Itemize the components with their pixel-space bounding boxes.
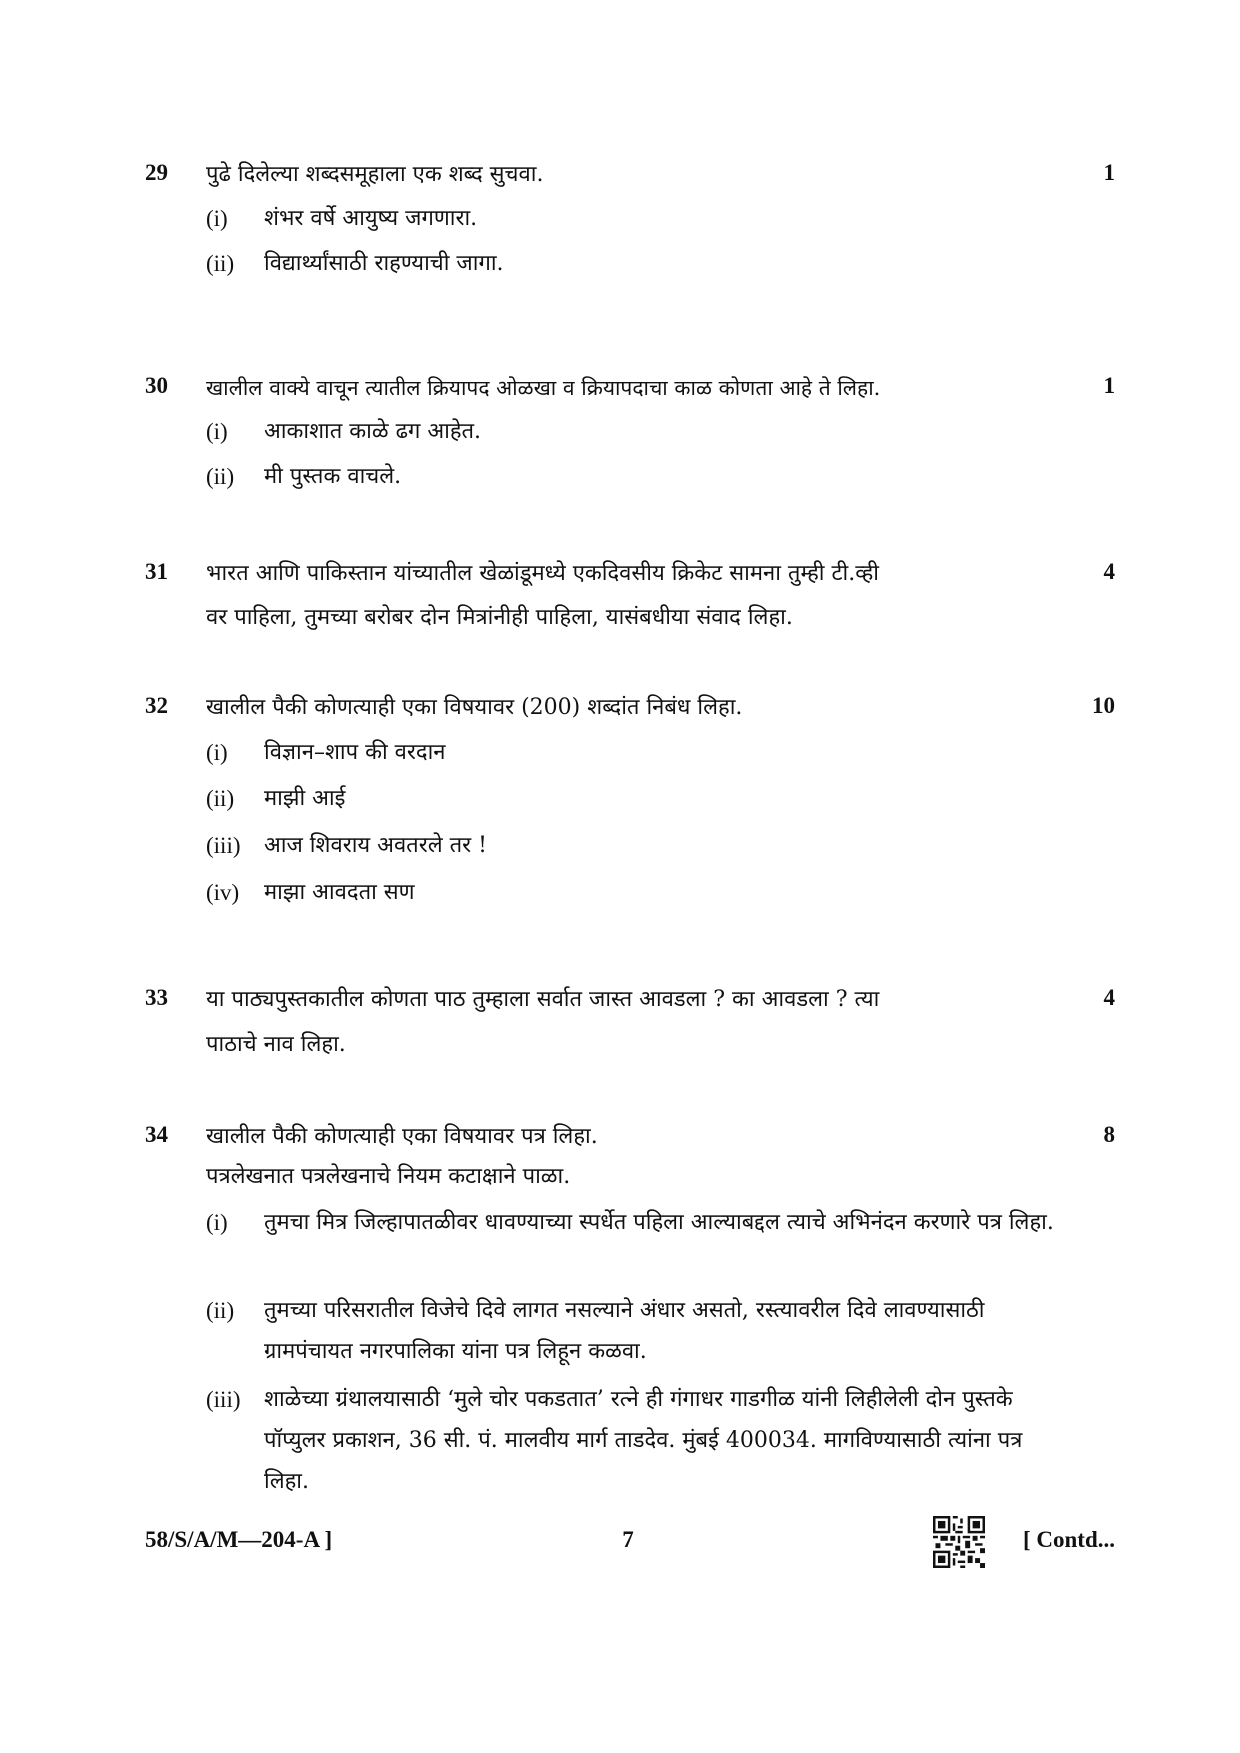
question-marks: 4 — [1103, 985, 1115, 1010]
question-number: 29 — [145, 160, 168, 185]
sub-text: विज्ञान–शाप की वरदान — [264, 740, 446, 765]
question-text: खालील पैकी कोणत्याही एका विषयावर (200) शब्दांत निबंध लिहा. — [206, 695, 743, 720]
question-text: भारत आणि पाकिस्तान यांच्यातील खेळांडूमध्ये एकदिवसीय क्रिकेट सामना तुम्ही टी.व्ही — [206, 561, 879, 586]
question-number: 31 — [145, 559, 168, 584]
sub-label: (ii) — [206, 464, 235, 489]
question-text: खालील वाक्ये वाचून त्यातील क्रियापद ओळखा व क्रियापदाचा काळ कोणता आहे ते लिहा. — [206, 376, 881, 400]
sub-text: आकाशात काळे ढग आहेत. — [264, 419, 482, 444]
question-number: 34 — [145, 1122, 168, 1147]
sub-text: माझी आई — [264, 786, 346, 811]
sub-label: (i) — [206, 740, 228, 765]
sub-text: तुमच्या परिसरातील विजेचे दिवे लागत नसल्याने अंधार असतो, रस्त्यावरील दिवे लावण्यासाठी ग्रामपंचायत नगरपालिका यांना पत्र लिहून कळवा. — [264, 1298, 985, 1364]
question-marks: 1 — [1103, 160, 1115, 185]
question-marks: 10 — [1092, 693, 1115, 718]
question-text: या पाठ्यपुस्तकातील कोणता पाठ तुम्हाला सर्वात जास्त आवडला ? का आवडला ? त्या — [206, 987, 880, 1012]
question-text-cont: वर पाहिला, तुमच्या बरोबर दोन मित्रांनीही पाहिला, यासंबधीया संवाद लिहा. — [206, 605, 793, 630]
sub-text: आज शिवराय अवतरले तर ! — [264, 833, 488, 858]
question-number: 32 — [145, 693, 168, 718]
sub-text: मी पुस्तक वाचले. — [264, 464, 402, 489]
question-marks: 4 — [1103, 559, 1115, 584]
sub-text: माझा आवदता सण — [264, 880, 415, 905]
sub-label: (i) — [206, 419, 228, 444]
qr-code-icon — [933, 1516, 985, 1568]
question-number: 33 — [145, 985, 168, 1010]
question-marks: 8 — [1103, 1122, 1115, 1147]
sub-text: शाळेच्या ग्रंथालयासाठी ‘मुले चोर पकडतात’ रत्ने ही गंगाधर गाडगीळ यांनी लिहीलेली दोन पुस्तके पॉप्युलर प्रकाशन, 36 सी. पं. मालवीय मार्ग ताडदेव. मुंबई 400034. मागविण्यासाठी त्यांना पत्र लिहा. — [264, 1387, 1023, 1494]
continued-label: [ Contd... — [1022, 1527, 1115, 1552]
question-text-cont: पाठाचे नाव लिहा. — [206, 1032, 346, 1057]
sub-label: (ii) — [206, 251, 235, 276]
page-number: 7 — [622, 1527, 634, 1552]
sub-label: (i) — [206, 206, 228, 231]
sub-label: (iii) — [206, 1387, 241, 1412]
sub-text: विद्यार्थ्यांसाठी राहण्याची जागा. — [264, 251, 504, 276]
sub-text: शंभर वर्षे आयुष्य जगणारा. — [264, 206, 478, 231]
question-text-cont: पत्रलेखनात पत्रलेखनाचे नियम कटाक्षाने पाळा. — [206, 1164, 571, 1189]
sub-label: (iv) — [206, 880, 240, 905]
question-number: 30 — [145, 373, 168, 398]
sub-label: (iii) — [206, 833, 241, 858]
sub-label: (i) — [206, 1210, 228, 1235]
question-text: खालील पैकी कोणत्याही एका विषयावर पत्र लिहा. — [206, 1124, 598, 1149]
sub-text: तुमचा मित्र जिल्हापातळीवर धावण्याच्या स्पर्धेत पहिला आल्याबद्दल त्याचे अभिनंदन करणारे पत्र लिहा. — [264, 1210, 1054, 1235]
paper-code: 58/S/A/M—204-A ] — [145, 1527, 333, 1552]
question-text: पुढे दिलेल्या शब्दसमूहाला एक शब्द सुचवा. — [206, 162, 544, 187]
sub-label: (ii) — [206, 786, 235, 811]
sub-label: (ii) — [206, 1298, 235, 1323]
question-marks: 1 — [1103, 373, 1115, 398]
